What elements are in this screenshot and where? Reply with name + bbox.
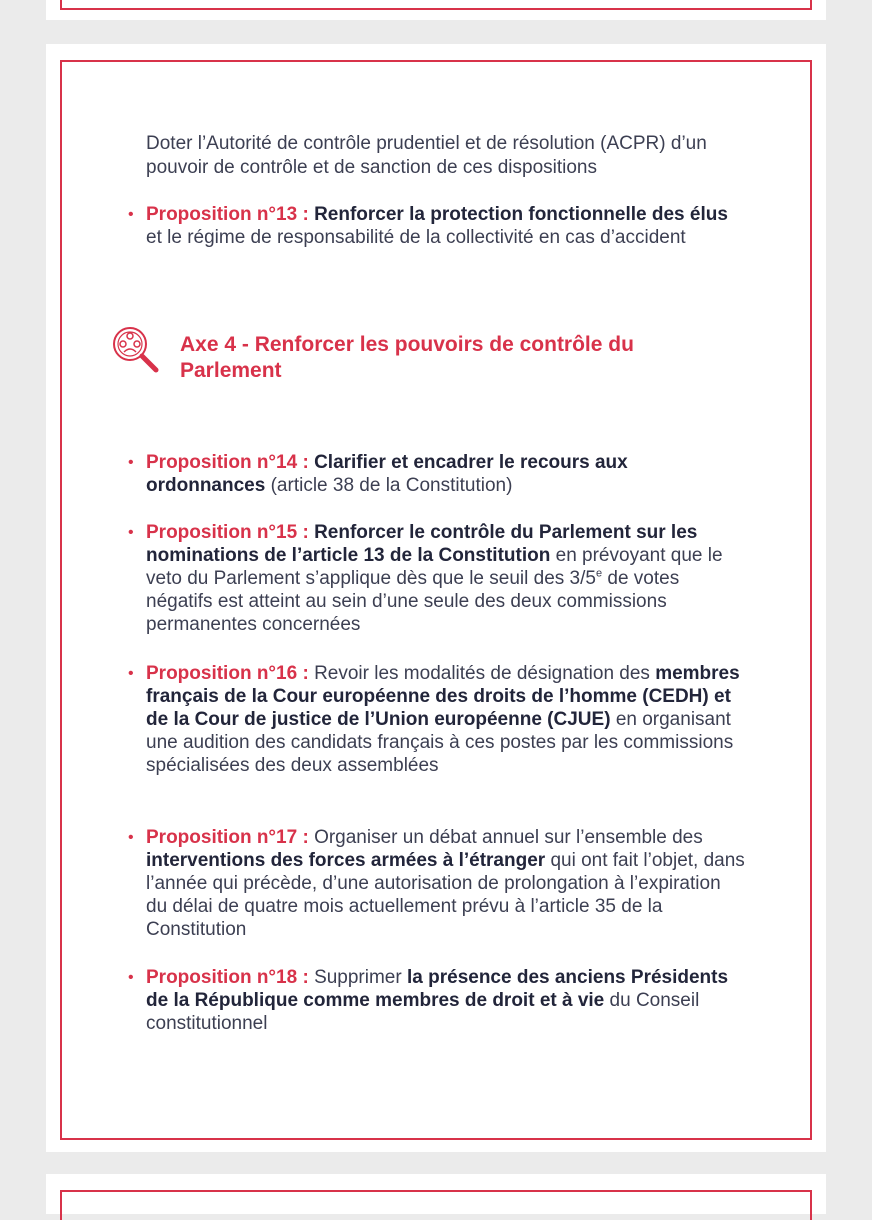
proposition-text-pre: Organiser un débat annuel sur l’ensemble des: [314, 827, 703, 848]
proposition-bold: Renforcer le contrôle du Parlement sur les nominations de l’article 13 de la Constitution: [146, 522, 698, 566]
bullet-icon: •: [128, 829, 134, 846]
group-search-icon: [108, 322, 164, 378]
bullet-icon: •: [128, 969, 134, 986]
bullet-icon: •: [128, 206, 134, 223]
proposition-text: (article 38 de la Constitution): [270, 475, 513, 496]
proposition-bold: membres français de la Cour européenne des droits de l’homme (CEDH) et de la Cour de justice de l’Union européenne (CJUE): [146, 663, 740, 730]
proposition-14: [128, 451, 746, 497]
proposition-text-pre: Revoir les modalités de désignation des: [314, 663, 650, 684]
previous-page: [46, 0, 826, 20]
proposition-18: [128, 966, 746, 1035]
proposition-label: Proposition n°18 :: [146, 967, 309, 988]
proposition-bold: la présence des anciens Présidents de la République comme membres de droit et à vie: [146, 967, 729, 1011]
section-heading: Axe 4 - Renforcer les pouvoirs de contrôle du Parlement: [180, 333, 634, 382]
proposition-13: [128, 203, 746, 249]
proposition-text: du Conseil constitutionnel: [146, 990, 700, 1034]
bullet-icon: •: [128, 524, 134, 541]
page-border: [60, 0, 812, 10]
proposition-bold: Clarifier et encadrer le recours aux ordonnances: [146, 452, 628, 496]
proposition-label: Proposition n°16 :: [146, 663, 309, 684]
proposition-16: [128, 662, 746, 777]
proposition-text: en organisant une audition des candidats français à ces postes par les commissions spécialisées des deux assemblées: [146, 709, 734, 776]
proposition-text-pre: Supprimer: [314, 967, 402, 988]
proposition-text: en prévoyant que le veto du Parlement s’applique dès que le seuil des 3/5: [146, 545, 723, 589]
next-page: [46, 1174, 826, 1214]
proposition-label: Proposition n°15 :: [146, 522, 309, 543]
bullet-icon: •: [128, 454, 134, 471]
proposition-text: et le régime de responsabilité de la collectivité en cas d’accident: [146, 227, 686, 248]
proposition-bold: interventions des forces armées à l’étranger: [146, 850, 546, 871]
proposition-text-cont: de votes négatifs est atteint au sein d’une seule des deux commissions permanentes concernées: [146, 568, 680, 635]
proposition-17: [128, 826, 746, 941]
proposition-label: Proposition n°13 :: [146, 204, 309, 225]
intro-paragraph: Doter l’Autorité de contrôle prudentiel et de résolution (ACPR) d’un pouvoir de contrôle et de sanction de ces dispositions: [146, 133, 707, 178]
proposition-label: Proposition n°17 :: [146, 827, 309, 848]
superscript: e: [595, 567, 603, 580]
proposition-text: qui ont fait l’objet, dans l’année qui précède, d’une autorisation de prolongation à l’expiration du délai de quatre mois actuellement prévu à l’article 35 de la Constitution: [146, 850, 745, 940]
proposition-15: [128, 521, 746, 636]
proposition-bold: Renforcer la protection fonctionnelle des élus: [314, 204, 728, 225]
page-border: [60, 1190, 812, 1220]
proposition-label: Proposition n°14 :: [146, 452, 309, 473]
bullet-icon: •: [128, 665, 134, 682]
